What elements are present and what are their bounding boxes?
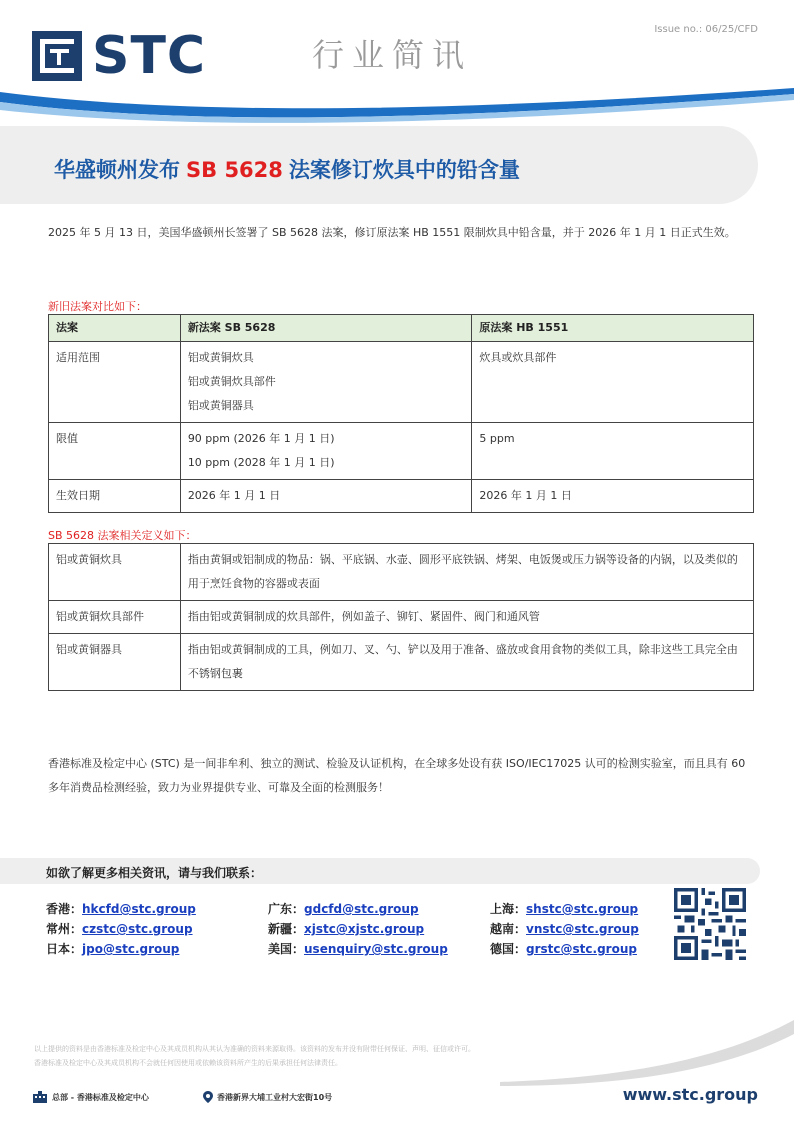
disclaimer bbox=[34, 1042, 475, 1070]
contact-email-link[interactable]: gdcfd@stc.group bbox=[304, 902, 419, 916]
contact-email-link[interactable]: grstc@stc.group bbox=[526, 942, 637, 956]
title-suffix: 法案修订炊具中的铅含量 bbox=[288, 158, 520, 182]
row-name: 适用范围 bbox=[49, 342, 181, 423]
website-link[interactable]: www.stc.group bbox=[622, 1085, 758, 1104]
footer-address bbox=[203, 1091, 332, 1103]
cell-line: 铝或黄铜炊具 bbox=[187, 351, 254, 364]
building-icon bbox=[32, 1091, 48, 1103]
definition-term: 铝或黄铜炊具部件 bbox=[49, 601, 181, 634]
title-highlight: SB 5628 bbox=[186, 158, 283, 182]
contact-region: 香港： bbox=[46, 902, 83, 916]
footer-headquarters bbox=[32, 1091, 149, 1103]
contact-heading: 如欲了解更多相关资讯，请与我们联系： bbox=[46, 866, 263, 880]
old-law-cell bbox=[472, 480, 754, 513]
contact-row bbox=[46, 900, 712, 917]
about-stc-paragraph: 香港标准及检定中心 (STC) 是一间非牟利、独立的测试、检验及认证机构，在全球多处设有获 ISO/IEC17025 认可的检测实验室，而且具有 60 多年消费品检测经验，致力为业界提供专业、可靠及全面的检测服务！ bbox=[48, 757, 746, 794]
title-prefix: 华盛顿州发布 bbox=[54, 158, 180, 182]
cell-line: 铝或黄铜炊具部件 bbox=[187, 375, 276, 388]
footer-swoosh-decoration bbox=[500, 1020, 794, 1090]
contact-email-link[interactable]: xjstc@xjstc.group bbox=[304, 922, 425, 936]
article-title bbox=[54, 154, 520, 184]
contact-item bbox=[46, 940, 268, 957]
definitions-table bbox=[48, 543, 754, 691]
table-row bbox=[49, 423, 754, 480]
contact-region: 日本： bbox=[46, 942, 83, 956]
contact-email-link[interactable]: czstc@stc.group bbox=[82, 922, 193, 936]
disclaimer-line: 以上提供的资料是由香港标准及检定中心及其成员机构从其认为准确的资料来源取得。该资料的发布并没有附带任何保证、声明、征信或许可。 bbox=[34, 1045, 475, 1053]
cell-line: 铝或黄铜器具 bbox=[187, 399, 254, 412]
definition-text: 指由黄铜或铝制成的物品：锅、平底锅、水壶、圆形平底铁锅、烤架、电饭煲或压力锅等设备的内锅，以及类似的用于烹饪食物的容器或表面 bbox=[180, 544, 753, 601]
qr-code-icon[interactable] bbox=[674, 888, 746, 960]
table-row bbox=[49, 342, 754, 423]
old-law-cell bbox=[472, 423, 754, 480]
definition-term: 铝或黄铜器具 bbox=[49, 634, 181, 691]
location-pin-icon bbox=[203, 1091, 213, 1103]
definition-text: 指由铝或黄铜制成的工具，例如刀、叉、勺、铲以及用于准备、盛放或食用食物的类似工具，除非这些工具完全由不锈钢包裹 bbox=[180, 634, 753, 691]
contact-region: 上海： bbox=[490, 902, 527, 916]
contact-region: 广东： bbox=[268, 902, 305, 916]
intro-paragraph: 2025 年 5 月 13 日，美国华盛顿州长签署了 SB 5628 法案，修订原法案 HB 1551 限制炊具中铅含量，并于 2026 年 1 月 1 日正式生效。 bbox=[48, 226, 736, 239]
header-cell: 原法案 HB 1551 bbox=[472, 315, 754, 342]
disclaimer-line: 香港标准及检定中心及其成员机构不会就任何因使用或依赖该资料所产生的后果承担任何法律责任。 bbox=[34, 1059, 342, 1067]
comparison-header-row bbox=[49, 315, 754, 342]
table-row bbox=[49, 601, 754, 634]
footer-hq-text: 总部 - 香港标准及检定中心 bbox=[52, 1092, 149, 1102]
comparison-table bbox=[48, 314, 754, 513]
definitions-label: SB 5628 法案相关定义如下： bbox=[48, 529, 197, 542]
table-row bbox=[49, 544, 754, 601]
cell-line: 2026 年 1 月 1 日 bbox=[479, 489, 572, 502]
comparison-label: 新旧法案对比如下： bbox=[48, 300, 147, 313]
contact-email-link[interactable]: hkcfd@stc.group bbox=[82, 902, 196, 916]
contact-row bbox=[46, 920, 712, 937]
definition-term: 铝或黄铜炊具 bbox=[49, 544, 181, 601]
new-law-cell bbox=[180, 423, 472, 480]
cell-line: 10 ppm (2028 年 1 月 1 日) bbox=[187, 456, 335, 469]
contact-item bbox=[46, 900, 268, 917]
contact-email-link[interactable]: vnstc@stc.group bbox=[526, 922, 639, 936]
table-row bbox=[49, 480, 754, 513]
contact-item bbox=[46, 920, 268, 937]
contact-item bbox=[268, 900, 490, 917]
stc-logo bbox=[32, 26, 207, 86]
contact-region: 新疆： bbox=[268, 922, 305, 936]
definition-text: 指由铝或黄铜制成的炊具部件，例如盖子、铆钉、紧固件、阀门和通风管 bbox=[180, 601, 753, 634]
contact-region: 越南： bbox=[490, 922, 527, 936]
contact-email-link[interactable]: usenquiry@stc.group bbox=[304, 942, 448, 956]
new-law-cell bbox=[180, 480, 472, 513]
header-cell: 新法案 SB 5628 bbox=[180, 315, 472, 342]
new-law-cell bbox=[180, 342, 472, 423]
cell-line: 2026 年 1 月 1 日 bbox=[187, 489, 281, 502]
logo-text: STC bbox=[92, 26, 207, 86]
footer-address-text: 香港新界大埔工业村大宏街10号 bbox=[217, 1092, 333, 1102]
newsletter-title: 行业简讯 bbox=[312, 36, 473, 74]
row-name: 限值 bbox=[49, 423, 181, 480]
cell-line: 5 ppm bbox=[479, 432, 515, 445]
contact-email-link[interactable]: jpo@stc.group bbox=[82, 942, 180, 956]
header-swoosh-decoration bbox=[0, 88, 794, 128]
stc-logo-mark-icon bbox=[32, 31, 82, 81]
old-law-cell bbox=[472, 342, 754, 423]
contact-item bbox=[268, 920, 490, 937]
issue-number: Issue no.: 06/25/CFD bbox=[654, 24, 758, 35]
contact-region: 德国： bbox=[490, 942, 527, 956]
contact-item bbox=[268, 940, 490, 957]
contact-region: 常州： bbox=[46, 922, 83, 936]
contact-email-link[interactable]: shstc@stc.group bbox=[526, 902, 639, 916]
cell-line: 90 ppm (2026 年 1 月 1 日) bbox=[187, 432, 335, 445]
table-row bbox=[49, 634, 754, 691]
row-name: 生效日期 bbox=[49, 480, 181, 513]
contact-row bbox=[46, 940, 712, 957]
cell-line: 炊具或炊具部件 bbox=[479, 351, 557, 364]
contact-region: 美国： bbox=[268, 942, 305, 956]
header-cell: 法案 bbox=[49, 315, 181, 342]
